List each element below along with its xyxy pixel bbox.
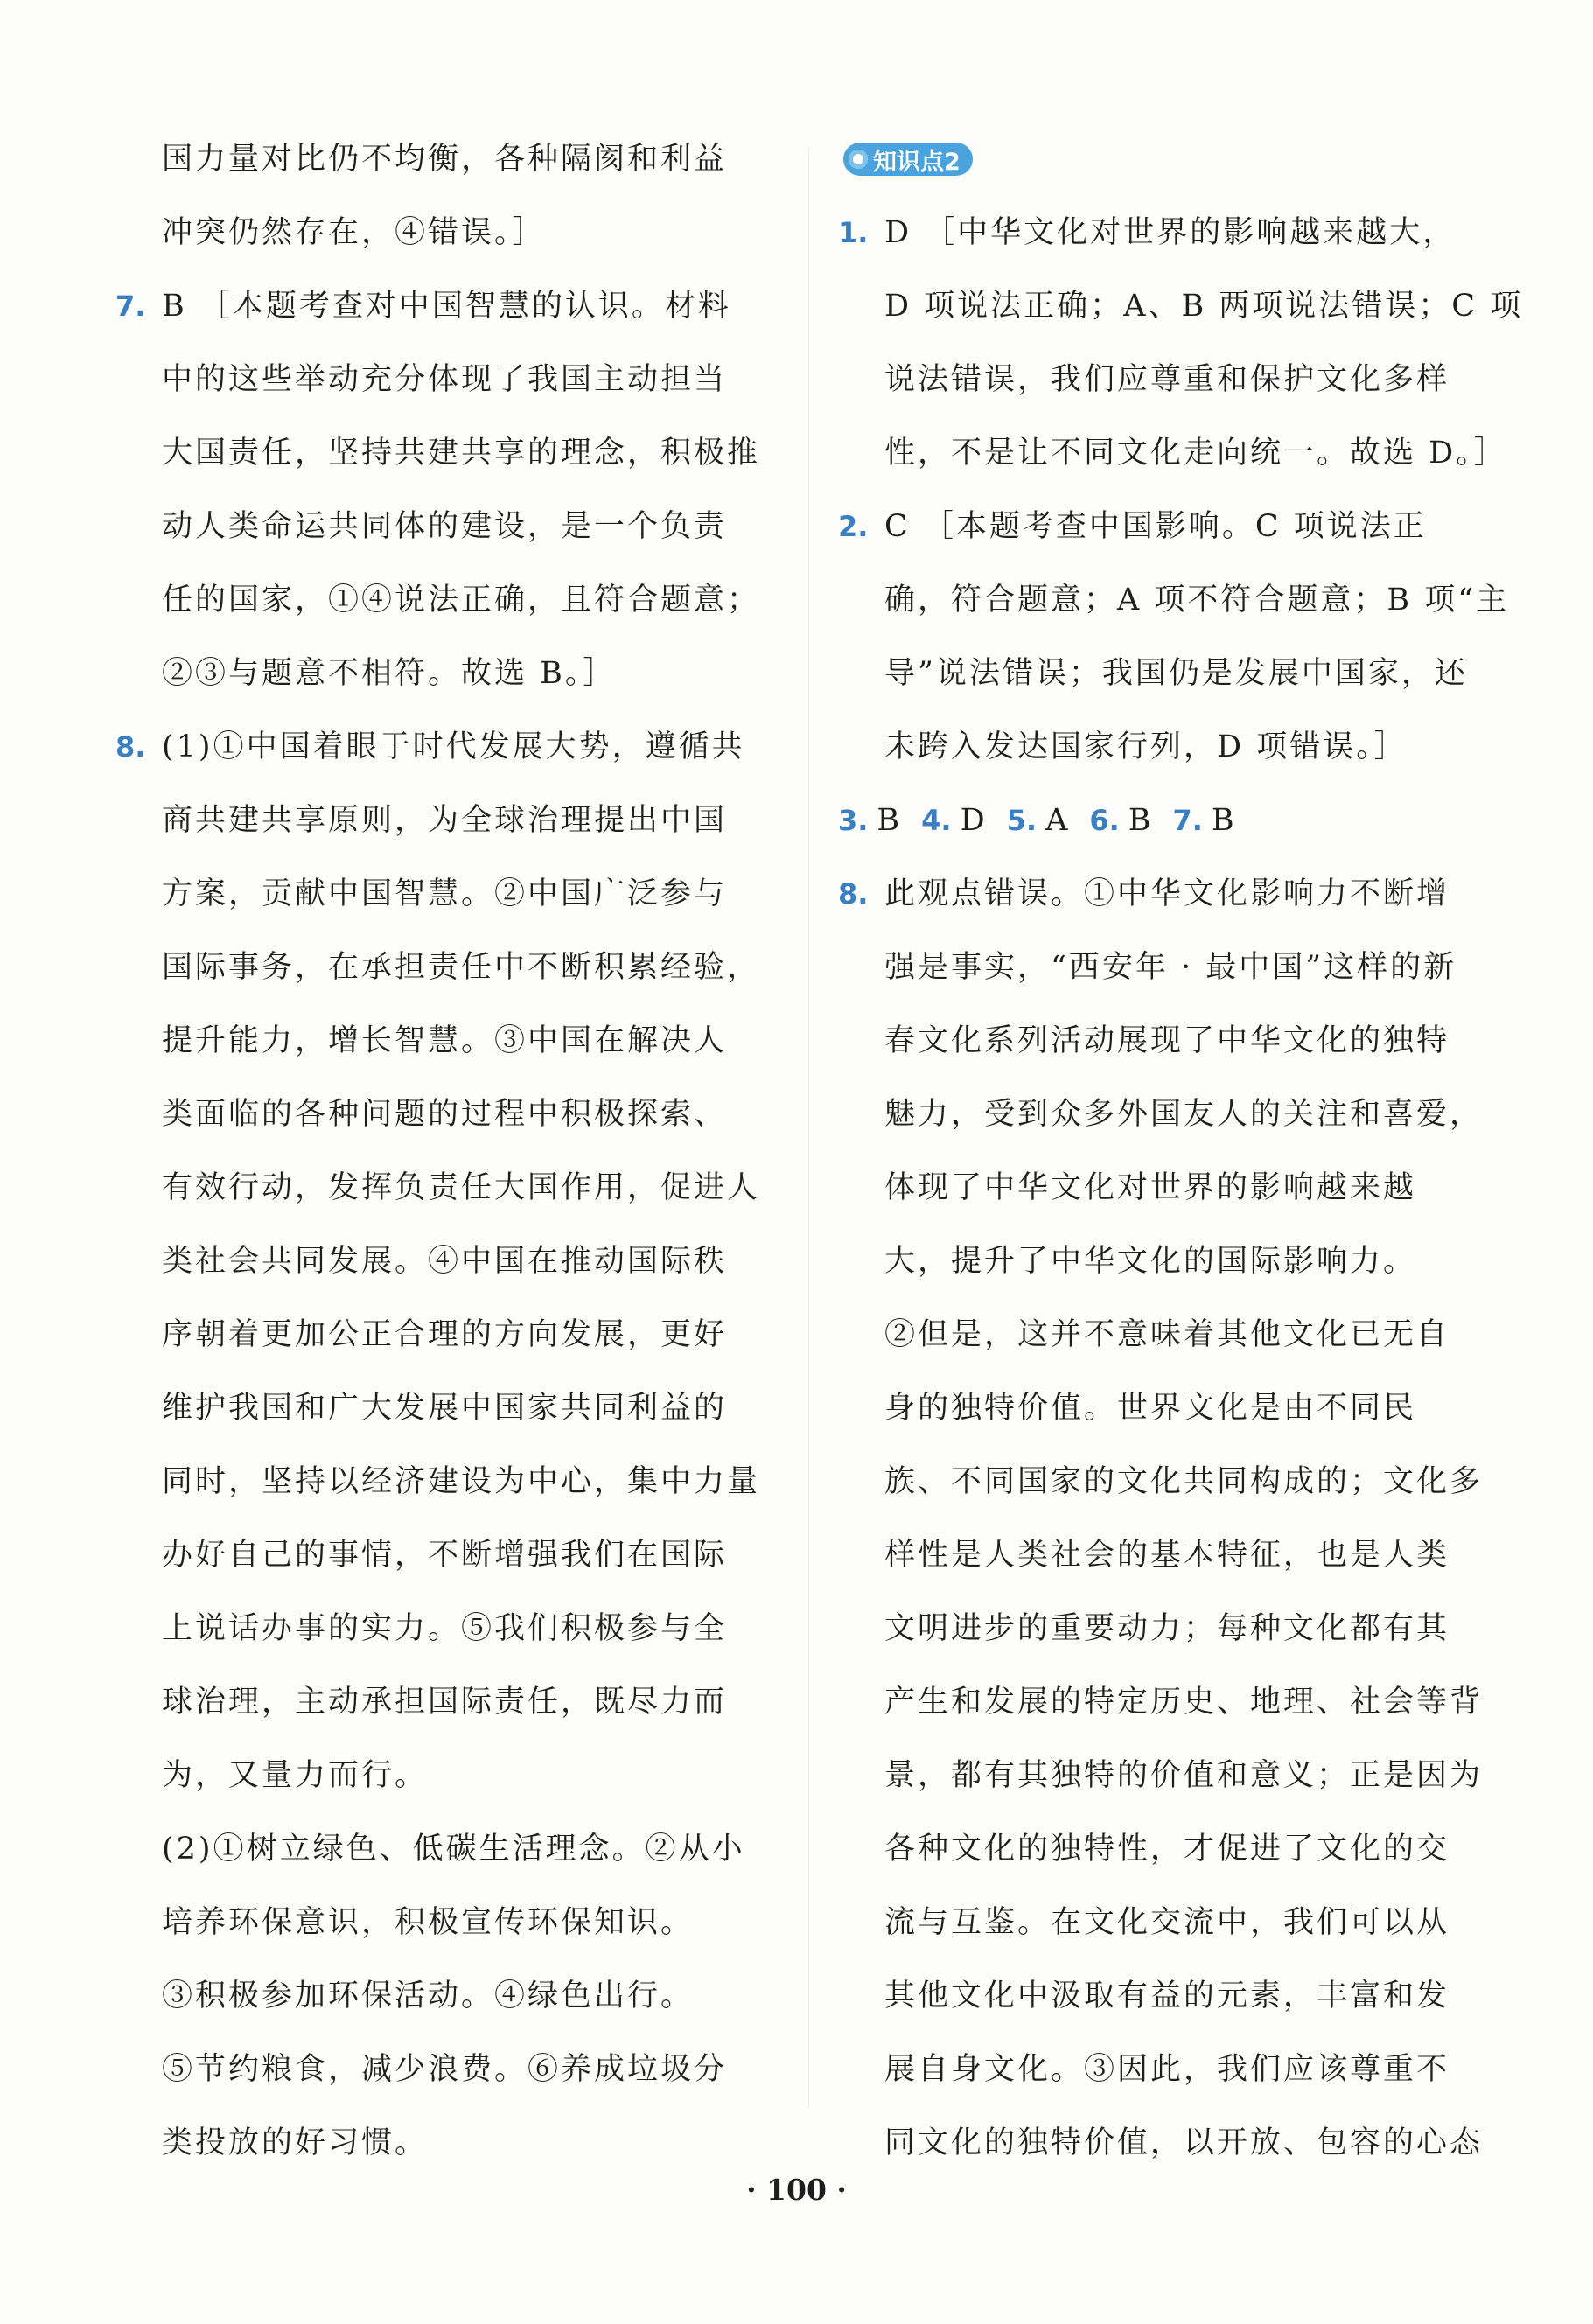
text-line	[115, 269, 798, 343]
text-line	[838, 269, 1529, 343]
question-2-block	[838, 490, 1529, 784]
text-line	[838, 1371, 1529, 1445]
line-text: ②但是，这并不意味着其他文化已无自	[884, 1317, 1450, 1352]
question-1-block	[838, 196, 1529, 490]
line-text: 办好自己的事情，不断增强我们在国际	[162, 1538, 728, 1573]
text-line	[115, 1812, 798, 1886]
answer-letter: A	[1045, 803, 1071, 838]
line-text: 商共建共享原则，为全球治理提出中国	[162, 803, 728, 838]
text-line	[838, 710, 1529, 784]
line-text: 流与互鉴。在文化交流中，我们可以从	[884, 1905, 1450, 1940]
line-text: 类社会共同发展。④中国在推动国际秩	[162, 1244, 728, 1279]
text-line	[115, 1078, 798, 1151]
text-line	[838, 343, 1529, 416]
text-line	[115, 416, 798, 490]
text-line	[838, 1445, 1529, 1518]
line-text: 此观点错误。①中华文化影响力不断增	[884, 876, 1450, 911]
question-number: 5.	[1006, 804, 1038, 837]
line-text: B ［本题考查对中国智慧的认识。材料	[162, 289, 731, 324]
line-text: 族、不同国家的文化共同构成的；文化多	[884, 1464, 1484, 1499]
text-line	[838, 1298, 1529, 1371]
line-text: 文明进步的重要动力；每种文化都有其	[884, 1611, 1450, 1646]
right-column	[838, 122, 1529, 2180]
text-line	[838, 1812, 1529, 1886]
line-text: 国际事务，在承担责任中不断积累经验，	[162, 950, 761, 985]
line-text: 导”说法错误；我国仍是发展中国家，还	[884, 656, 1468, 691]
badge-dot-icon	[849, 150, 868, 169]
line-text: 有效行动，发挥负责任大国作用，促进人	[162, 1170, 761, 1205]
text-line	[115, 857, 798, 931]
text-line	[115, 1445, 798, 1518]
section-badge-label: 知识点2	[873, 148, 961, 176]
section-heading	[838, 122, 1529, 196]
question-number: 8.	[115, 730, 146, 764]
quick-answer	[1089, 784, 1153, 857]
quick-answer	[921, 784, 987, 857]
line-text: 大，提升了中华文化的国际影响力。	[884, 1244, 1417, 1279]
line-text: 春文化系列活动展现了中华文化的独特	[884, 1023, 1450, 1058]
line-text: ⑤节约粮食，减少浪费。⑥养成垃圾分	[162, 2052, 728, 2087]
line-text: 样性是人类社会的基本特征，也是人类	[884, 1538, 1450, 1573]
text-line	[115, 1886, 798, 1959]
text-line	[115, 563, 798, 637]
quick-answer	[1173, 784, 1237, 857]
line-text: 类投放的好习惯。	[162, 2125, 429, 2160]
text-line	[115, 1959, 798, 2033]
text-line	[838, 196, 1529, 269]
line-text: 大国责任，坚持共建共享的理念，积极推	[162, 436, 761, 471]
text-line	[838, 416, 1529, 490]
line-text: 维护我国和广大发展中国家共同利益的	[162, 1391, 728, 1426]
text-line	[838, 1151, 1529, 1225]
text-line	[115, 2106, 798, 2180]
question-number: 3.	[838, 804, 869, 837]
text-line	[838, 1225, 1529, 1298]
quick-answer	[838, 784, 902, 857]
line-text: 动人类命运共同体的建设，是一个负责	[162, 509, 728, 544]
line-text: 序朝着更加公正合理的方向发展，更好	[162, 1317, 728, 1352]
text-line	[115, 1739, 798, 1812]
text-line	[838, 1959, 1529, 2033]
line-text: C ［本题考查中国影响。C 项说法正	[884, 509, 1427, 544]
line-text: 上说话办事的实力。⑤我们积极参与全	[162, 1611, 728, 1646]
question-number: 1.	[838, 216, 869, 249]
question-number: 2.	[838, 510, 869, 543]
text-line	[115, 1518, 798, 1592]
text-line	[115, 196, 798, 269]
text-line	[115, 1665, 798, 1739]
line-text: ②③与题意不相符。故选 B。］	[162, 656, 617, 691]
text-line	[838, 1078, 1529, 1151]
line-text: (1)①中国着眼于时代发展大势，遵循共	[162, 729, 745, 764]
column-divider	[808, 149, 809, 2108]
line-text: 中的这些举动充分体现了我国主动担当	[162, 362, 728, 397]
line-text: 任的国家，①④说法正确，且符合题意；	[162, 583, 761, 618]
text-line	[115, 1225, 798, 1298]
text-line	[838, 2106, 1529, 2180]
question-number: 4.	[921, 804, 952, 837]
text-line	[115, 637, 798, 710]
question-number: 7.	[115, 290, 146, 323]
text-line	[838, 857, 1529, 931]
line-text: 未跨入发达国家行列，D 项错误。］	[884, 729, 1408, 764]
line-text: 培养环保意识，积极宣传环保知识。	[162, 1905, 695, 1940]
line-text: 冲突仍然存在，④错误。］	[162, 215, 546, 250]
line-text: 确，符合题意；A 项不符合题意；B 项“主	[884, 583, 1510, 618]
line-text: 为，又量力而行。	[162, 1758, 429, 1793]
text-line	[115, 1004, 798, 1078]
text-line	[115, 1151, 798, 1225]
text-line	[838, 1665, 1529, 1739]
quick-answer	[1007, 784, 1071, 857]
line-text: 各种文化的独特性，才促进了文化的交	[884, 1832, 1450, 1867]
answer-letter: B	[877, 803, 903, 838]
text-line	[115, 1298, 798, 1371]
line-text: 景，都有其独特的价值和意义；正是因为	[884, 1758, 1484, 1793]
line-text: 同时，坚持以经济建设为中心，集中力量	[162, 1464, 761, 1499]
text-line	[838, 1886, 1529, 1959]
question-number: 8.	[838, 877, 869, 911]
line-text: 产生和发展的特定历史、地理、社会等背	[884, 1685, 1484, 1720]
text-line	[115, 1592, 798, 1665]
text-line	[115, 931, 798, 1004]
text-line	[115, 122, 798, 196]
line-text: 国力量对比仍不均衡，各种隔阂和利益	[162, 142, 728, 177]
line-text: D ［中华文化对世界的影响越来越大，	[884, 215, 1457, 250]
line-text: 方案，贡献中国智慧。②中国广泛参与	[162, 876, 728, 911]
line-text: 球治理，主动承担国际责任，既尽力而	[162, 1685, 728, 1720]
answer-letter: D	[960, 803, 988, 838]
question-8-block	[838, 857, 1529, 2180]
left-column	[115, 122, 798, 2180]
answer-letter: B	[1211, 803, 1237, 838]
line-text: 同文化的独特价值，以开放、包容的心态	[884, 2125, 1484, 2160]
line-text: D 项说法正确；A、B 两项说法错误；C 项	[884, 289, 1524, 324]
text-line	[838, 1739, 1529, 1812]
text-line	[838, 1004, 1529, 1078]
quick-answers-row	[838, 784, 1529, 857]
line-text: 身的独特价值。世界文化是由不同民	[884, 1391, 1417, 1426]
line-text: (2)①树立绿色、低碳生活理念。②从小	[162, 1832, 745, 1867]
text-line	[838, 490, 1529, 563]
text-line	[115, 343, 798, 416]
line-text: 性，不是让不同文化走向统一。故选 D。］	[884, 436, 1507, 471]
line-text: 提升能力，增长智慧。③中国在解决人	[162, 1023, 728, 1058]
section-badge	[843, 143, 973, 176]
text-line	[838, 1518, 1529, 1592]
text-line	[115, 1371, 798, 1445]
line-text: 强是事实，“西安年 · 最中国”这样的新	[884, 950, 1457, 985]
question-number: 6.	[1089, 804, 1120, 837]
text-line	[115, 710, 798, 784]
line-text: 展自身文化。③因此，我们应该尊重不	[884, 2052, 1450, 2087]
text-line	[115, 784, 798, 857]
line-text: 体现了中华文化对世界的影响越来越	[884, 1170, 1417, 1205]
text-line	[115, 490, 798, 563]
text-line	[115, 2033, 798, 2106]
text-line	[838, 637, 1529, 710]
line-text: 说法错误，我们应尊重和保护文化多样	[884, 362, 1450, 397]
line-text: 魅力，受到众多外国友人的关注和喜爱，	[884, 1097, 1484, 1132]
line-text: ③积极参加环保活动。④绿色出行。	[162, 1979, 695, 2013]
text-line	[838, 1592, 1529, 1665]
text-line	[838, 2033, 1529, 2106]
page-number: · 100 ·	[746, 2173, 847, 2207]
question-number: 7.	[1172, 804, 1203, 837]
text-line	[838, 931, 1529, 1004]
answer-letter: B	[1128, 803, 1154, 838]
line-text: 类面临的各种问题的过程中积极探索、	[162, 1097, 728, 1132]
line-text: 其他文化中汲取有益的元素，丰富和发	[884, 1979, 1450, 2013]
text-line	[838, 563, 1529, 637]
